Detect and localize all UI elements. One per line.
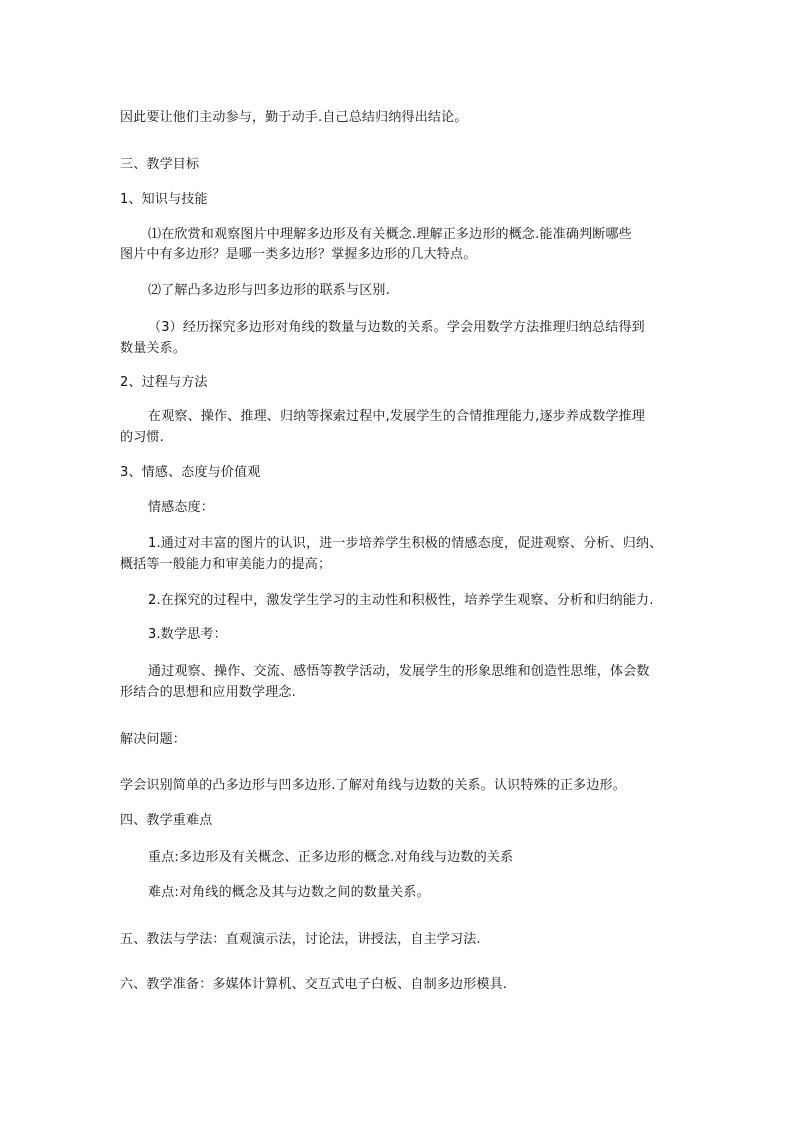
thinking-line-1: 通过观察、操作、交流、感悟等教学活动，发展学生的形象思维和创造性思维，体会数 (148, 664, 650, 679)
attitude-item-1-line-1: 1.通过对丰富的图片的认识，进一步培养学生积极的情感态度，促进观察、分析、归纳、 (148, 536, 663, 551)
problem-solving-label: 解决问题： (120, 732, 187, 747)
attitude-item-1-line-2: 概括等一般能力和审美能力的提高； (120, 557, 332, 572)
attitude-item-3: 3.数学思考： (148, 627, 227, 642)
objective-3-line-2: 数量关系。 (120, 341, 187, 356)
section-5-methods: 五、教法与学法：直观演示法，讨论法，讲授法，自主学习法. (120, 932, 481, 947)
subsection-1-heading: 1、知识与技能 (120, 192, 208, 207)
objective-1-line-1: ⑴在欣赏和观察图片中理解多边形及有关概念.理解正多边形的概念.能准确判断哪些 (148, 227, 632, 242)
process-line-2: 的习惯. (120, 430, 164, 445)
section-3-heading: 三、教学目标 (120, 157, 200, 172)
section-6-preparation: 六、教学准备：多媒体计算机、交互式电子白板、自制多边形模具. (120, 977, 508, 992)
attitude-item-2: 2.在探究的过程中，激发学生学习的主动性和积极性，培养学生观察、分析和归纳能力. (148, 593, 654, 608)
intro-text: 因此要让他们主动参与，勤于动手.自己总结归纳得出结论。 (120, 110, 468, 125)
problem-solving-text: 学会识别简单的凸多边形与凹多边形.了解对角线与边数的关系。认识特殊的正多边形。 (120, 778, 626, 793)
objective-2: ⑵了解凸多边形与凹多边形的联系与区别. (148, 283, 390, 298)
objective-1-line-2: 图片中有多边形？是哪一类多边形？掌握多边形的几大特点。 (120, 247, 477, 262)
subsection-3-heading: 3、情感、态度与价值观 (120, 465, 261, 480)
thinking-line-2: 形结合的思想和应用数学理念. (120, 685, 296, 700)
process-line-1: 在观察、操作、推理、归纳等探索过程中,发展学生的合情推理能力,逐步养成数学推理 (148, 409, 646, 424)
objective-3-line-1: （3）经历探究多边形对角线的数量与边数的关系。学会用数学方法推理归纳总结得到 (148, 320, 645, 335)
difficult-point: 难点:对角线的概念及其与边数之间的数量关系。 (148, 885, 430, 900)
subsection-2-heading: 2、过程与方法 (120, 375, 208, 390)
key-point: 重点:多边形及有关概念、正多边形的概念.对角线与边数的关系 (148, 850, 514, 865)
section-4-heading: 四、教学重难点 (120, 813, 213, 828)
attitude-label: 情感态度： (148, 500, 215, 515)
